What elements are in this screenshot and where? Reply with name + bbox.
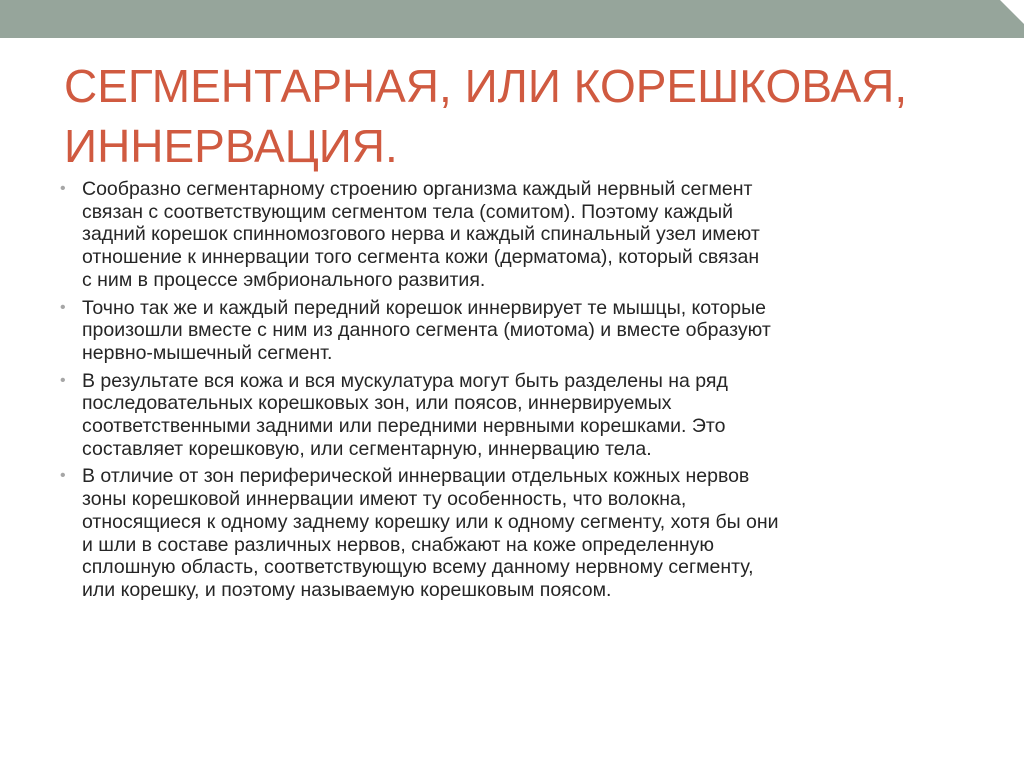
bullet-item <box>60 370 960 461</box>
bullet-item <box>60 465 960 601</box>
bullet-item <box>60 178 960 292</box>
bullet-marker: • <box>60 467 66 485</box>
bullet-list <box>60 178 960 607</box>
bullet-marker: • <box>60 371 66 389</box>
bullet-text: В результате вся кожа и вся мускулатура могут быть разделены на ряд последовательных корешковых зон, или поясов, иннервируемых соответственными задними или передними нервными корешками. Это составляет корешковую, или сегментарную, иннервацию тела. <box>82 369 728 460</box>
corner-fold-decoration <box>1000 0 1024 24</box>
bullet-text: Точно так же и каждый передний корешок иннервирует те мышцы, которые произошли вместе с ним из данного сегмента (миотома) и вместе образуют нервно-мышечный сегмент. <box>82 296 771 364</box>
bullet-marker: • <box>60 298 66 316</box>
top-decorative-band <box>0 0 1024 38</box>
slide-title: СЕГМЕНТАРНАЯ, ИЛИ КОРЕШКОВАЯ, ИННЕРВАЦИЯ. <box>64 60 908 172</box>
bullet-text: В отличие от зон периферической иннервации отдельных кожных нервов зоны корешковой иннервации имеют ту особенность, что волокна, относящиеся к одному заднему корешку или к одному сегменту, хотя бы они и шли в составе различных нервов, снабжают на коже определенную сплошную область, соответствующую всему данному нервному сегменту, или корешку, и поэтому называемую корешковым поясом. <box>82 465 779 601</box>
bullet-item <box>60 297 960 365</box>
bullet-text: Сообразно сегментарному строению организма каждый нервный сегмент связан с соответствующим сегментом тела (сомитом). Поэтому каждый задний корешок спинномозгового нерва и каждый спинальный узел имеют отношение к иннервации того сегмента кожи (дерматома), который связан с ним в процессе эмбрионального развития. <box>82 178 760 291</box>
bullet-marker: • <box>60 180 66 197</box>
